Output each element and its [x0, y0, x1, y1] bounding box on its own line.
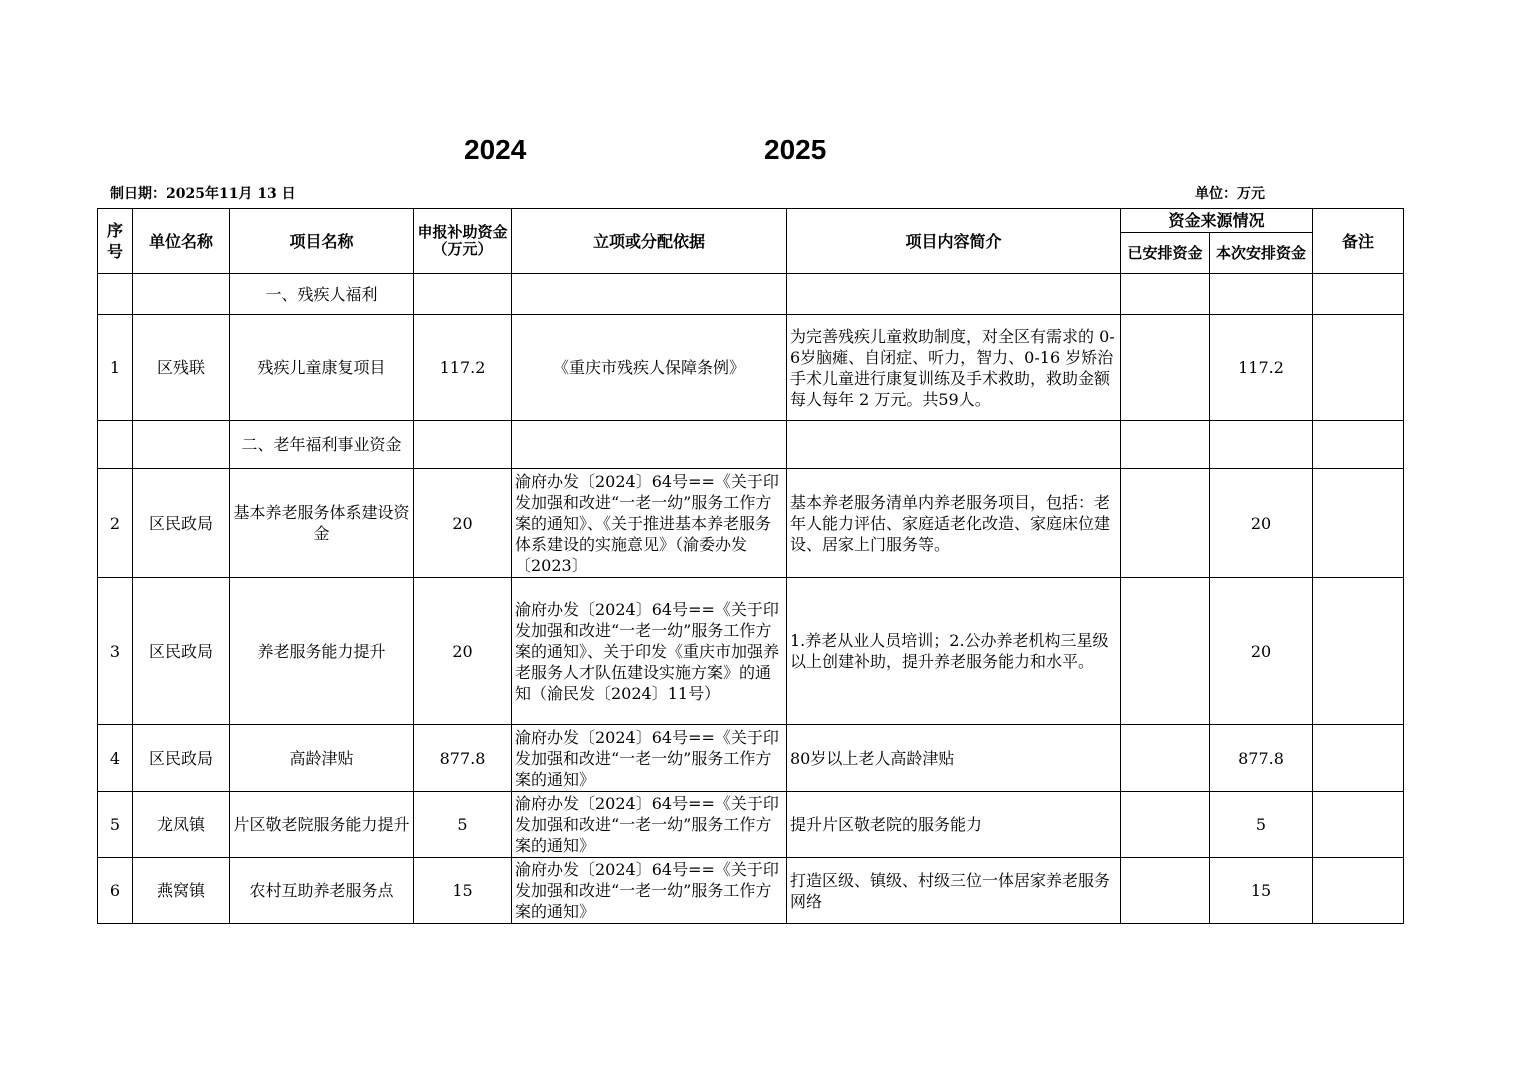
table-row: [98, 725, 1404, 792]
cell-remark: [1313, 469, 1404, 578]
header-basis: 立项或分配依据: [512, 209, 787, 274]
cell-seq: 5: [98, 792, 133, 858]
cell-current: 877.8: [1210, 725, 1313, 792]
funding-table: [97, 208, 1404, 924]
cell-arranged: [1121, 792, 1210, 858]
table-row: [98, 578, 1404, 725]
cell-unit: 龙凤镇: [133, 792, 230, 858]
cell-current: 20: [1210, 578, 1313, 725]
title-year-end: 2025: [764, 134, 827, 165]
cell-current: 20: [1210, 469, 1313, 578]
header-seq: 序号: [98, 209, 133, 274]
cell-amount: 117.2: [414, 315, 512, 421]
header-amount: 申报补助资金（万元）: [414, 209, 512, 274]
cell-current: 15: [1210, 858, 1313, 924]
cell-arranged: [1121, 315, 1210, 421]
cell-unit: 区民政局: [133, 725, 230, 792]
cell-basis: 渝府办发〔2024〕64号==《关于印发加强和改进“一老一幼”服务工作方案的通知》: [512, 725, 787, 792]
cell-amount: 20: [414, 469, 512, 578]
cell-project: 片区敬老院服务能力提升: [230, 792, 414, 858]
cell-project: 农村互助养老服务点: [230, 858, 414, 924]
cell-unit: 燕窝镇: [133, 858, 230, 924]
cell-project: 养老服务能力提升: [230, 578, 414, 725]
cell-basis: 渝府办发〔2024〕64号==《关于印发加强和改进“一老一幼”服务工作方案的通知》: [512, 792, 787, 858]
cell-content: 80岁以上老人高龄津贴: [787, 725, 1121, 792]
cell-arranged: [1121, 469, 1210, 578]
title-year-start: 2024: [464, 134, 527, 165]
cell-arranged: [1121, 858, 1210, 924]
header-unit: 单位名称: [133, 209, 230, 274]
table-row: [98, 315, 1404, 421]
cell-seq: 4: [98, 725, 133, 792]
cell-content: 1.养老从业人员培训；2.公办养老机构三星级以上创建补助，提升养老服务能力和水平。: [787, 578, 1121, 725]
cell-project: 高龄津贴: [230, 725, 414, 792]
cell-unit: 区残联: [133, 315, 230, 421]
table-row: [98, 792, 1404, 858]
cell-basis: 渝府办发〔2024〕64号==《关于印发加强和改进“一老一幼”服务工作方案的通知》: [512, 858, 787, 924]
section-title: 二、老年福利事业资金: [230, 421, 414, 469]
cell-seq: 3: [98, 578, 133, 725]
table-row: [98, 858, 1404, 924]
cell-current: 5: [1210, 792, 1313, 858]
header-arranged: 已安排资金: [1121, 233, 1210, 274]
cell-content: 基本养老服务清单内养老服务项目，包括：老年人能力评估、家庭适老化改造、家庭床位建设、居家上门服务等。: [787, 469, 1121, 578]
cell-project: 基本养老服务体系建设资金: [230, 469, 414, 578]
header-source: 资金来源情况: [1121, 209, 1313, 233]
section-title: 一、残疾人福利: [230, 274, 414, 315]
header-project: 项目名称: [230, 209, 414, 274]
cell-remark: [1313, 792, 1404, 858]
cell-remark: [1313, 578, 1404, 725]
cell-seq: 1: [98, 315, 133, 421]
cell-remark: [1313, 858, 1404, 924]
cell-amount: 20: [414, 578, 512, 725]
cell-unit: 区民政局: [133, 578, 230, 725]
cell-amount: 877.8: [414, 725, 512, 792]
cell-content: 为完善残疾儿童救助制度，对全区有需求的 0-6岁脑瘫、自闭症、听力，智力、0-16 岁矫治手术儿童进行康复训练及手术救助，救助金额每人每年 2 万元。共59人。: [787, 315, 1121, 421]
cell-basis: 渝府办发〔2024〕64号==《关于印发加强和改进“一老一幼”服务工作方案的通知》、关于印发《重庆市加强养老服务人才队伍建设实施方案》的通知（渝民发〔2024〕11号）: [512, 578, 787, 725]
cell-content: 提升片区敬老院的服务能力: [787, 792, 1121, 858]
cell-content: 打造区级、镇级、村级三位一体居家养老服务网络: [787, 858, 1121, 924]
table-row: [98, 469, 1404, 578]
cell-remark: [1313, 315, 1404, 421]
cell-remark: [1313, 725, 1404, 792]
cell-amount: 15: [414, 858, 512, 924]
date-label: 制日期：2025年11月 13 日: [110, 186, 296, 202]
cell-arranged: [1121, 578, 1210, 725]
cell-project: 残疾儿童康复项目: [230, 315, 414, 421]
cell-current: 117.2: [1210, 315, 1313, 421]
section-row: [98, 421, 1404, 469]
header-row: [98, 209, 1404, 233]
cell-basis: 《重庆市残疾人保障条例》: [512, 315, 787, 421]
cell-seq: 2: [98, 469, 133, 578]
section-row: [98, 274, 1404, 315]
header-content: 项目内容简介: [787, 209, 1121, 274]
cell-basis: 渝府办发〔2024〕64号==《关于印发加强和改进“一老一幼”服务工作方案的通知》、《关于推进基本养老服务体系建设的实施意见》（渝委办发〔2023〕: [512, 469, 787, 578]
cell-unit: 区民政局: [133, 469, 230, 578]
header-current: 本次安排资金: [1210, 233, 1313, 274]
cell-seq: 6: [98, 858, 133, 924]
cell-arranged: [1121, 725, 1210, 792]
unit-label: 单位：万元: [1195, 186, 1265, 202]
cell-amount: 5: [414, 792, 512, 858]
header-remark: 备注: [1313, 209, 1404, 274]
